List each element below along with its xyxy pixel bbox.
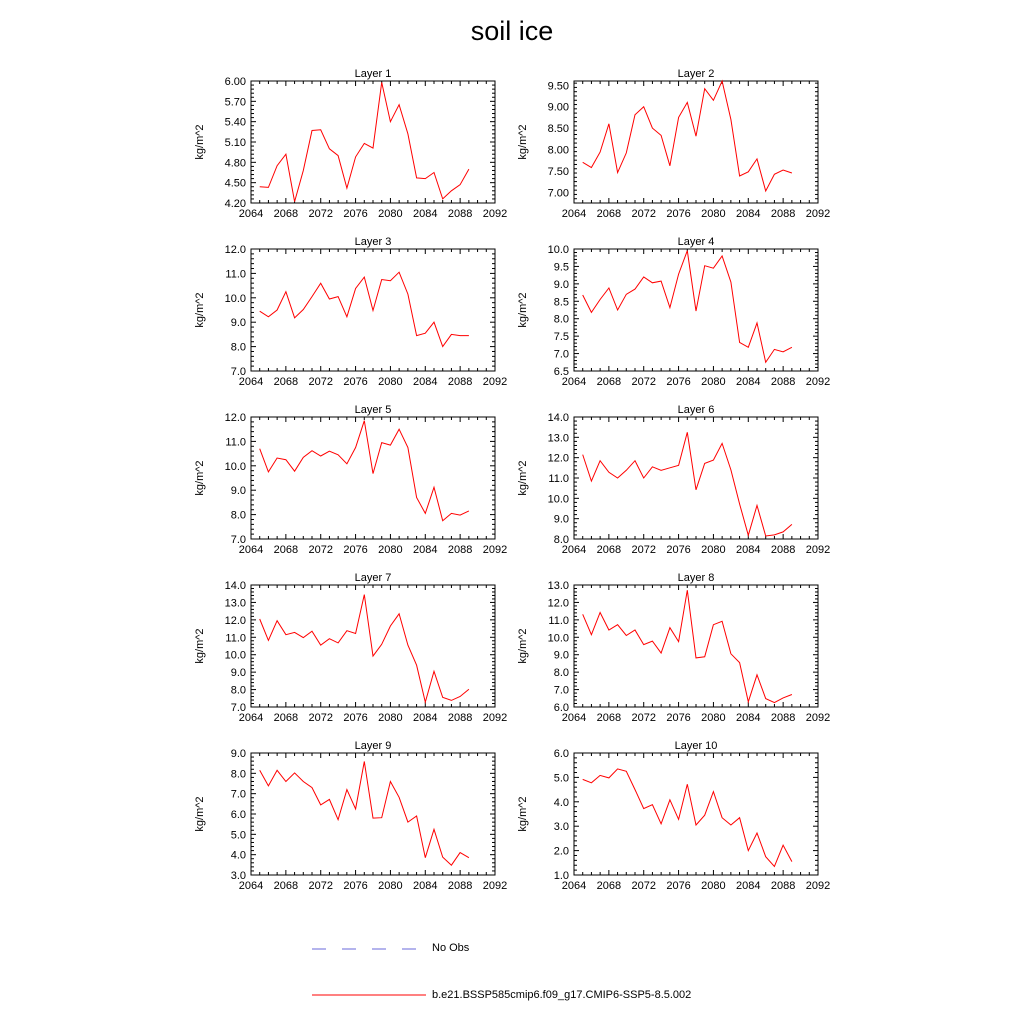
y-tick-label: 10.0 [547,632,569,645]
x-tick-label: 2076 [666,208,691,220]
y-tick-label: 13.0 [547,580,569,592]
x-tick-label: 2084 [413,376,438,388]
x-tick-label: 2076 [666,544,691,556]
chart-title: Layer 2 [677,68,715,80]
x-tick-label: 2088 [447,208,473,220]
x-tick-label: 2064 [238,376,264,388]
y-tick-label: 12.0 [224,244,246,256]
legend-no-obs-label: No Obs [432,942,470,954]
x-tick-label: 2064 [561,880,587,892]
chart-panel-layer-8 [517,572,830,724]
chart-panel-layer-9 [194,740,507,892]
x-tick-label: 2092 [482,208,508,220]
y-axis-label: kg/m^2 [517,292,529,328]
y-tick-label: 7.0 [553,684,569,697]
x-tick-label: 2084 [413,208,438,220]
x-tick-label: 2068 [596,544,622,556]
y-tick-label: 4.50 [224,177,246,190]
y-tick-label: 10.0 [224,649,246,662]
y-tick-label: 8.0 [230,341,246,354]
y-tick-label: 9.00 [547,101,569,114]
legend-model-label: b.e21.BSSP585cmip6.f09_g17.CMIP6-SSP5-8.5.002 [432,989,692,1001]
x-tick-label: 2072 [631,880,656,892]
y-tick-label: 11.0 [225,436,246,449]
x-tick-label: 2076 [666,376,691,388]
y-tick-label: 3.0 [230,870,246,882]
x-tick-label: 2088 [770,376,796,388]
chart-title: Layer 10 [674,740,718,752]
chart-title: Layer 6 [677,404,715,416]
x-tick-label: 2072 [308,880,333,892]
y-tick-label: 9.0 [230,748,246,760]
x-tick-label: 2080 [378,880,403,892]
y-tick-label: 3.0 [553,821,569,834]
y-tick-label: 9.0 [553,278,569,291]
x-tick-label: 2080 [378,376,403,388]
y-tick-label: 13.0 [547,432,569,445]
x-tick-label: 2080 [701,208,726,220]
y-tick-label: 4.0 [553,796,569,809]
chart-title: Layer 7 [354,572,392,584]
y-axis-label: kg/m^2 [194,460,206,496]
chart-title: Layer 5 [354,404,392,416]
y-axis-label: kg/m^2 [194,124,206,160]
x-tick-label: 2068 [273,880,299,892]
chart-title: Layer 1 [354,68,392,80]
y-tick-label: 12.0 [547,452,569,465]
y-tick-label: 10.0 [547,493,569,506]
y-tick-label: 8.0 [230,684,246,697]
x-tick-label: 2084 [736,880,761,892]
chart-panel-layer-1 [194,68,507,220]
plot-frame [574,417,818,539]
x-tick-label: 2076 [343,712,368,724]
x-tick-label: 2088 [447,544,473,556]
y-tick-label: 8.0 [553,313,569,326]
y-tick-label: 6.00 [224,76,246,88]
x-tick-label: 2076 [666,880,691,892]
y-tick-label: 8.0 [553,534,569,546]
y-tick-label: 9.0 [230,485,246,498]
x-tick-label: 2092 [805,208,831,220]
y-tick-label: 8.0 [230,768,246,781]
chart-panel-layer-5 [194,404,507,556]
series-line [583,432,792,536]
x-tick-label: 2072 [631,712,656,724]
y-tick-label: 11.0 [548,614,569,627]
y-tick-label: 2.0 [553,845,569,858]
series-line [260,421,469,521]
y-tick-label: 8.00 [547,144,569,157]
y-axis-label: kg/m^2 [517,124,529,160]
x-tick-label: 2080 [378,544,403,556]
x-tick-label: 2068 [273,712,299,724]
x-tick-label: 2064 [238,712,264,724]
x-tick-label: 2068 [273,376,299,388]
x-tick-label: 2068 [596,712,622,724]
y-tick-label: 11.0 [548,473,569,485]
chart-panel-layer-2 [517,68,830,220]
x-tick-label: 2064 [238,208,264,220]
y-tick-label: 8.5 [553,296,569,309]
x-tick-label: 2068 [596,880,622,892]
x-tick-label: 2084 [413,880,438,892]
x-tick-label: 2072 [308,376,333,388]
y-tick-label: 9.50 [547,80,569,93]
x-tick-label: 2092 [805,376,831,388]
x-tick-label: 2084 [413,544,438,556]
x-tick-label: 2072 [631,544,656,556]
plot-frame [574,585,818,707]
y-tick-label: 9.0 [230,667,246,680]
y-tick-label: 12.0 [547,597,569,610]
x-tick-label: 2084 [736,376,761,388]
y-tick-label: 8.0 [553,667,569,680]
y-tick-label: 5.70 [224,96,246,109]
x-tick-label: 2064 [561,376,587,388]
y-tick-label: 4.20 [224,198,246,210]
y-tick-label: 12.0 [224,614,246,627]
y-tick-label: 9.0 [553,649,569,662]
x-tick-label: 2092 [482,376,508,388]
y-tick-label: 9.0 [230,317,246,330]
legend-no-obs-swatch [310,944,420,954]
y-tick-label: 5.0 [230,829,246,842]
y-tick-label: 7.50 [547,165,569,178]
plot-frame [251,585,495,707]
x-tick-label: 2088 [770,544,796,556]
y-tick-label: 6.0 [553,748,569,760]
y-tick-label: 7.0 [230,534,246,546]
x-tick-label: 2088 [447,376,473,388]
x-tick-label: 2064 [238,880,264,892]
chart-title: Layer 3 [354,236,392,248]
chart-panel-layer-6 [517,404,830,556]
legend-model-swatch [310,990,428,1000]
x-tick-label: 2068 [273,208,299,220]
y-tick-label: 13.0 [224,597,246,610]
x-tick-label: 2076 [343,376,368,388]
page-title: soil ice [470,16,554,46]
y-tick-label: 6.0 [230,809,246,821]
x-tick-label: 2072 [308,712,333,724]
y-tick-label: 7.0 [230,702,246,714]
x-tick-label: 2072 [308,544,333,556]
x-tick-label: 2084 [736,208,761,220]
x-tick-label: 2080 [701,544,726,556]
plot-frame [574,753,818,875]
chart-panel-layer-10 [517,740,830,892]
x-tick-label: 2076 [343,208,368,220]
x-tick-label: 2092 [805,544,831,556]
y-tick-label: 5.10 [224,137,246,149]
series-line [260,762,469,866]
x-tick-label: 2072 [308,208,333,220]
x-tick-label: 2076 [343,544,368,556]
y-tick-label: 11.0 [225,632,246,645]
x-tick-label: 2084 [736,544,761,556]
x-tick-label: 2080 [701,376,726,388]
y-tick-label: 4.80 [224,157,246,170]
y-tick-label: 7.0 [230,366,246,378]
y-tick-label: 10.0 [547,244,569,256]
x-tick-label: 2092 [805,712,831,724]
y-tick-label: 4.0 [230,849,246,862]
y-tick-label: 7.0 [230,788,246,801]
y-tick-label: 11.0 [225,268,246,281]
y-axis-label: kg/m^2 [517,460,529,496]
x-tick-label: 2064 [561,208,587,220]
x-tick-label: 2064 [561,544,587,556]
x-tick-label: 2084 [736,712,761,724]
x-tick-label: 2076 [666,712,691,724]
x-tick-label: 2080 [378,712,403,724]
x-tick-label: 2092 [482,544,508,556]
y-tick-label: 10.0 [224,460,246,473]
x-tick-label: 2076 [343,880,368,892]
y-tick-label: 9.5 [553,261,569,274]
y-tick-label: 6.5 [553,366,569,378]
y-tick-label: 5.0 [553,772,569,785]
y-tick-label: 12.0 [224,412,246,424]
series-line [583,590,792,702]
y-tick-label: 8.0 [230,509,246,522]
chart-title: Layer 4 [677,236,715,248]
chart-panel-layer-7 [194,572,507,724]
y-tick-label: 5.40 [224,116,246,129]
x-tick-label: 2080 [701,712,726,724]
plot-frame [574,81,818,203]
x-tick-label: 2084 [413,712,438,724]
x-tick-label: 2088 [770,208,796,220]
x-tick-label: 2068 [596,208,622,220]
chart-panel-layer-3 [194,236,507,388]
series-line [583,769,792,867]
y-tick-label: 7.5 [553,331,569,344]
series-line [260,82,469,201]
y-tick-label: 8.50 [547,123,569,136]
y-tick-label: 10.0 [224,292,246,305]
chart-panel-layer-4 [517,236,830,388]
x-tick-label: 2088 [447,880,473,892]
x-tick-label: 2068 [596,376,622,388]
y-tick-label: 9.0 [553,513,569,526]
y-tick-label: 7.00 [547,187,569,200]
x-tick-label: 2080 [378,208,403,220]
plot-frame [251,81,495,203]
x-tick-label: 2080 [701,880,726,892]
x-tick-label: 2092 [482,880,508,892]
x-tick-label: 2088 [770,712,796,724]
y-tick-label: 14.0 [224,580,246,592]
y-axis-label: kg/m^2 [517,628,529,664]
x-tick-label: 2064 [238,544,264,556]
x-tick-label: 2064 [561,712,587,724]
y-tick-label: 1.0 [553,870,569,882]
x-tick-label: 2088 [447,712,473,724]
plot-frame [251,417,495,539]
y-axis-label: kg/m^2 [194,292,206,328]
y-axis-label: kg/m^2 [517,796,529,832]
series-line [583,81,792,191]
x-tick-label: 2092 [805,880,831,892]
series-line [583,251,792,363]
chart-title: Layer 8 [677,572,715,584]
plot-frame [251,753,495,875]
y-axis-label: kg/m^2 [194,796,206,832]
y-tick-label: 6.0 [553,702,569,714]
x-tick-label: 2072 [631,208,656,220]
x-tick-label: 2092 [482,712,508,724]
x-tick-label: 2068 [273,544,299,556]
y-tick-label: 14.0 [547,412,569,424]
y-tick-label: 7.0 [553,348,569,361]
series-line [260,595,469,703]
x-tick-label: 2072 [631,376,656,388]
x-tick-label: 2088 [770,880,796,892]
series-line [260,272,469,346]
y-axis-label: kg/m^2 [194,628,206,664]
chart-title: Layer 9 [354,740,392,752]
